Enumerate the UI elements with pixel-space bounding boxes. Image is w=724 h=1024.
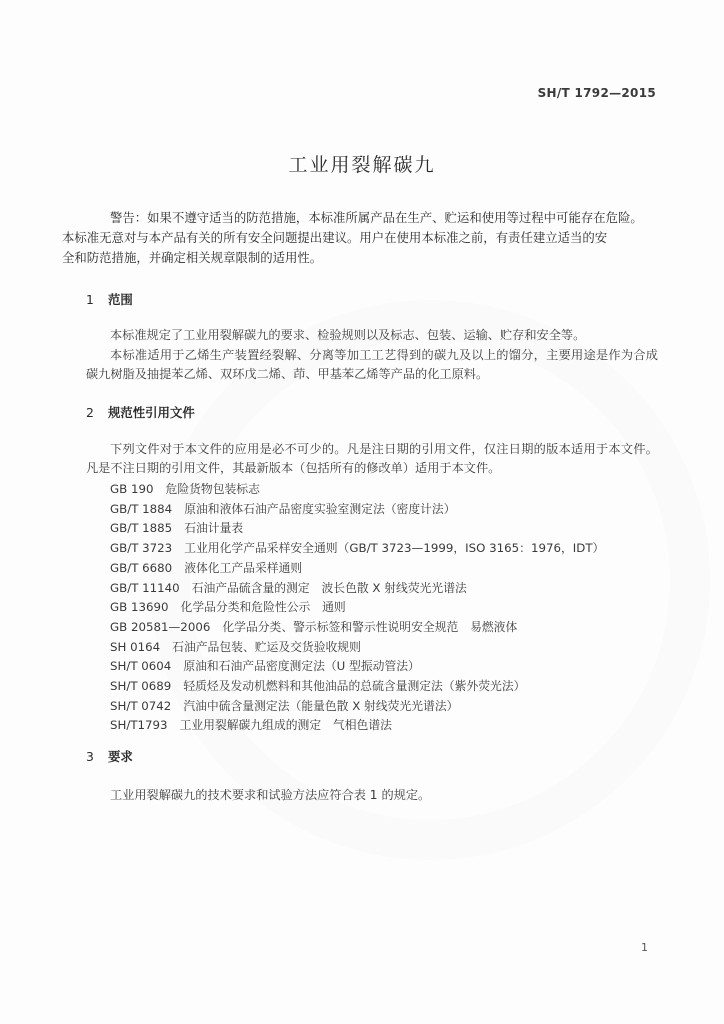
reference-title: 工业用裂解碳九组成的测定 气相色谱法 xyxy=(179,718,392,733)
list-item xyxy=(110,716,604,736)
warning-paragraph xyxy=(62,208,662,268)
list-item xyxy=(110,500,604,520)
section-number: 1 xyxy=(86,292,94,307)
reference-title: 液体化工产品采样通则 xyxy=(184,560,303,575)
scope-paragraph: 本标准规定了工业用裂解碳九的要求、检验规则以及标志、包装、运输、贮存和安全等。 xyxy=(110,328,586,342)
page-number: 1 xyxy=(641,941,648,954)
reference-code: SH/T 0689 xyxy=(110,679,172,694)
reference-code: SH/T1793 xyxy=(110,718,168,733)
list-item xyxy=(110,677,604,697)
reference-code: SH/T 0742 xyxy=(110,698,172,713)
warning-line: 全和防范措施，并确定相关规章限制的适用性。 xyxy=(62,250,323,265)
requirements-paragraph: 工业用裂解碳九的技术要求和试验方法应符合表 1 的规定。 xyxy=(110,788,431,802)
list-item xyxy=(110,519,604,539)
list-item xyxy=(110,657,604,677)
reference-title: 石油产品包装、贮运及交货验收规则 xyxy=(172,639,361,654)
reference-title: 原油和石油产品密度测定法（U 型振动管法） xyxy=(183,659,420,674)
warning-line: 警告：如果不遵守适当的防范措施，本标准所属产品在生产、贮运和使用等过程中可能存在危险。 xyxy=(110,210,643,225)
section-number: 3 xyxy=(86,749,94,764)
reference-code: SH/T 0604 xyxy=(110,659,172,674)
list-item xyxy=(110,697,604,717)
warning-line: 本标准无意对与本产品有关的所有安全问题提出建议。用户在使用本标准之前，有责任建立适当的安 xyxy=(62,230,608,245)
reference-title: 化学品分类、警示标签和警示性说明安全规范 易燃液体 xyxy=(222,619,518,634)
list-item xyxy=(110,618,604,638)
reference-title: 汽油中硫含量测定法（能量色散 X 射线荧光光谱法） xyxy=(183,698,459,713)
list-item xyxy=(110,559,604,579)
reference-list xyxy=(110,480,604,736)
reference-code: SH 0164 xyxy=(110,639,161,654)
section-number: 2 xyxy=(86,405,94,420)
section-heading-references xyxy=(86,403,195,421)
section-title: 范围 xyxy=(108,292,133,307)
reference-title: 石油计量表 xyxy=(184,521,244,536)
reference-title: 原油和液体石油产品密度实验室测定法（密度计法） xyxy=(184,501,456,516)
reference-code: GB/T 1885 xyxy=(110,521,173,536)
list-item xyxy=(110,579,604,599)
standard-code: SH/T 1792—2015 xyxy=(537,86,656,100)
list-item xyxy=(110,480,604,500)
list-item xyxy=(110,539,604,559)
reference-code: GB 20581—2006 xyxy=(110,619,211,634)
reference-title: 工业用化学产品采样安全通则（GB/T 3723—1999，ISO 3165：1976，IDT） xyxy=(184,541,605,556)
references-intro: 下列文件对于本文件的应用是必不可少的。凡是注日期的引用文件，仅注日期的版本适用于本文件。凡是不注日期的引用文件，其最新版本（包括所有的修改单）适用于本文件。 xyxy=(86,442,658,475)
section-heading-requirements xyxy=(86,747,133,765)
list-item xyxy=(110,638,604,658)
reference-code: GB 13690 xyxy=(110,600,169,615)
reference-title: 危险货物包装标志 xyxy=(165,482,260,496)
reference-code: GB/T 1884 xyxy=(110,501,173,516)
scope-paragraph: 本标准适用于乙烯生产装置经裂解、分离等加工工艺得到的碳九及以上的馏分，主要用途是作为合成碳九树脂及抽提苯乙烯、双环戊二烯、茚、甲基苯乙烯等产品的化工原料。 xyxy=(86,348,658,381)
reference-title: 石油产品硫含量的测定 波长色散 X 射线荧光光谱法 xyxy=(191,580,467,595)
list-item xyxy=(110,598,604,618)
section-title: 规范性引用文件 xyxy=(108,405,195,420)
section-title: 要求 xyxy=(108,749,133,764)
reference-code: GB 190 xyxy=(110,482,154,496)
reference-code: GB/T 11140 xyxy=(110,580,180,595)
reference-title: 轻质烃及发动机燃料和其他油品的总硫含量测定法（紫外荧光法） xyxy=(183,679,526,694)
reference-code: GB/T 6680 xyxy=(110,560,173,575)
reference-code: GB/T 3723 xyxy=(110,541,173,556)
reference-title: 化学品分类和危险性公示 通则 xyxy=(180,600,346,615)
section-heading-scope xyxy=(86,290,133,308)
page-title: 工业用裂解碳九 xyxy=(288,154,436,176)
